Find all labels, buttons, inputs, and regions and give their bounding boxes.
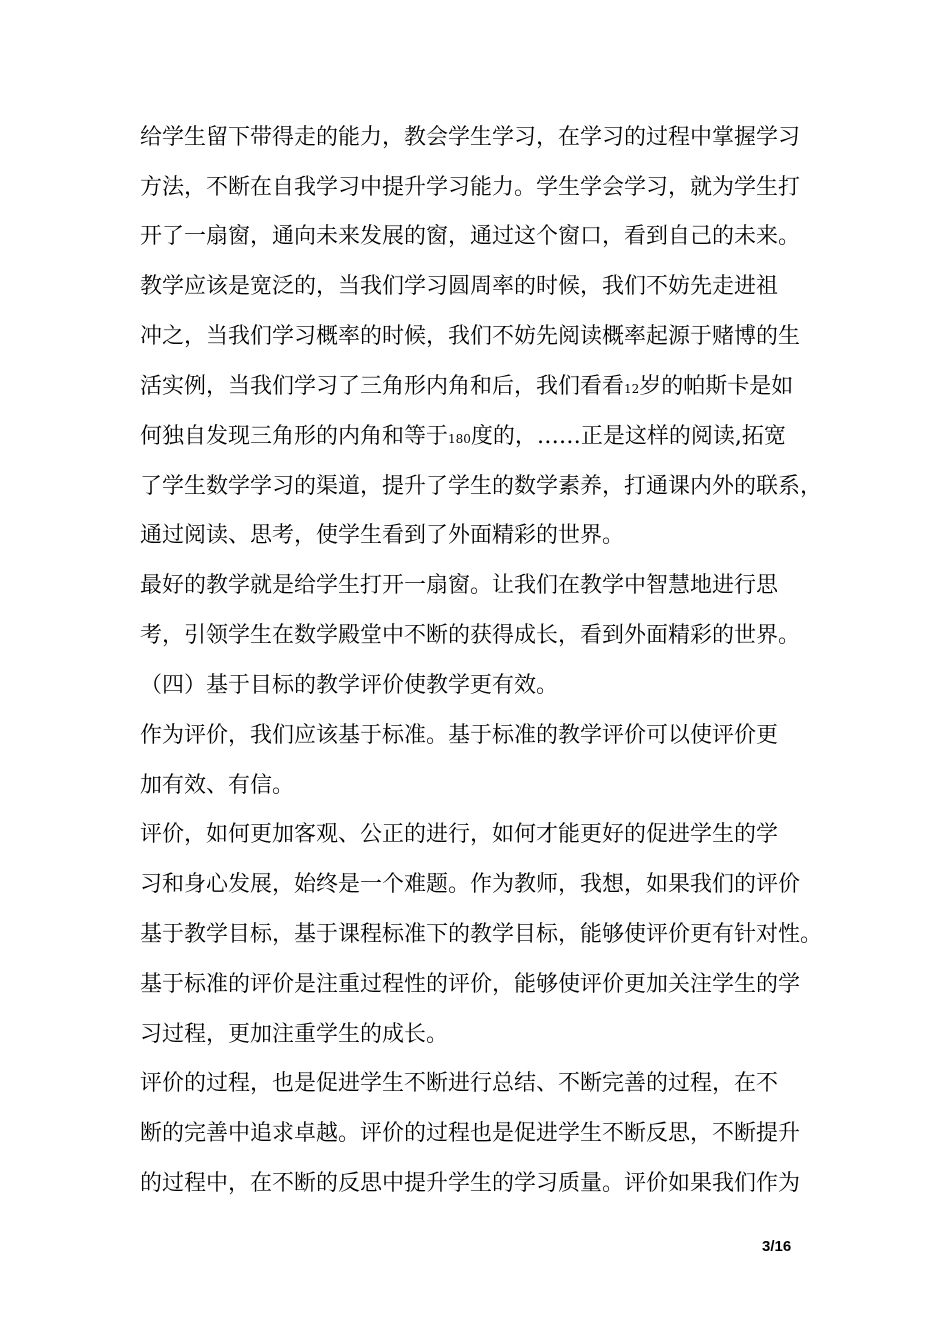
paragraph-first-line: 教学应该是宽泛的，当我们学习圆周率的时候，我们不妨先走进祖: [140, 274, 779, 299]
degree-number: 180: [448, 432, 471, 446]
text-line: 基于教学目标，基于课程标准下的教学目标，能够使评价更有针对性。: [140, 922, 823, 947]
section-heading: （四）基于目标的教学评价使教学更有效。: [140, 673, 559, 698]
text-segment: 何独自发现三角形的内角和等于: [140, 424, 449, 449]
text-line: 基于标准的评价是注重过程性的评价，能够使评价更加关注学生的学: [140, 972, 801, 997]
text-line: 考，引领学生在数学殿堂中不断的获得成长，看到外面精彩的世界。: [140, 623, 801, 648]
paragraph-first-line: 评价的过程，也是促进学生不断进行总结、不断完善的过程，在不: [140, 1071, 779, 1096]
text-line: 断的完善中追求卓越。评价的过程也是促进学生不断反思，不断提升: [140, 1121, 801, 1146]
text-line: 了学生数学学习的渠道，提升了学生的数学素养，打通课内外的联系，: [140, 474, 823, 499]
text-line: 冲之，当我们学习概率的时候，我们不妨先阅读概率起源于赌博的生: [140, 324, 801, 349]
paragraph-first-line: 评价，如何更加客观、公正的进行，如何才能更好的促进学生的学: [140, 822, 779, 847]
text-line: [140, 422, 786, 454]
age-number: 12: [624, 382, 640, 396]
text-line: 的过程中，在不断的反思中提升学生的学习质量。评价如果我们作为: [140, 1171, 801, 1196]
text-line: 方法，不断在自我学习中提升学习能力。学生学会学习，就为学生打: [140, 175, 801, 200]
text-segment: 活实例，当我们学习了三角形内角和后，我们看看: [140, 374, 625, 399]
text-line: 习过程，更加注重学生的成长。: [140, 1022, 449, 1047]
text-line: 开了一扇窗，通向未来发展的窗，通过这个窗口，看到自己的未来。: [140, 224, 801, 249]
paragraph-first-line: 作为评价，我们应该基于标准。基于标准的教学评价可以使评价更: [140, 723, 779, 748]
text-line: [140, 372, 793, 404]
text-line: 习和身心发展，始终是一个难题。作为教师，我想，如果我们的评价: [140, 872, 801, 897]
text-segment: 岁的帕斯卡是如: [639, 374, 794, 399]
text-line: 加有效、有信。: [140, 773, 295, 798]
text-line: 通过阅读、思考，使学生看到了外面精彩的世界。: [140, 523, 625, 548]
text-line: 给学生留下带得走的能力，教会学生学习，在学习的过程中掌握学习: [140, 125, 801, 150]
page-number: 3/16: [762, 1238, 792, 1255]
paragraph-first-line: 最好的教学就是给学生打开一扇窗。让我们在教学中智慧地进行思: [140, 573, 779, 598]
text-segment: 度的，……正是这样的阅读,拓宽: [470, 424, 786, 449]
